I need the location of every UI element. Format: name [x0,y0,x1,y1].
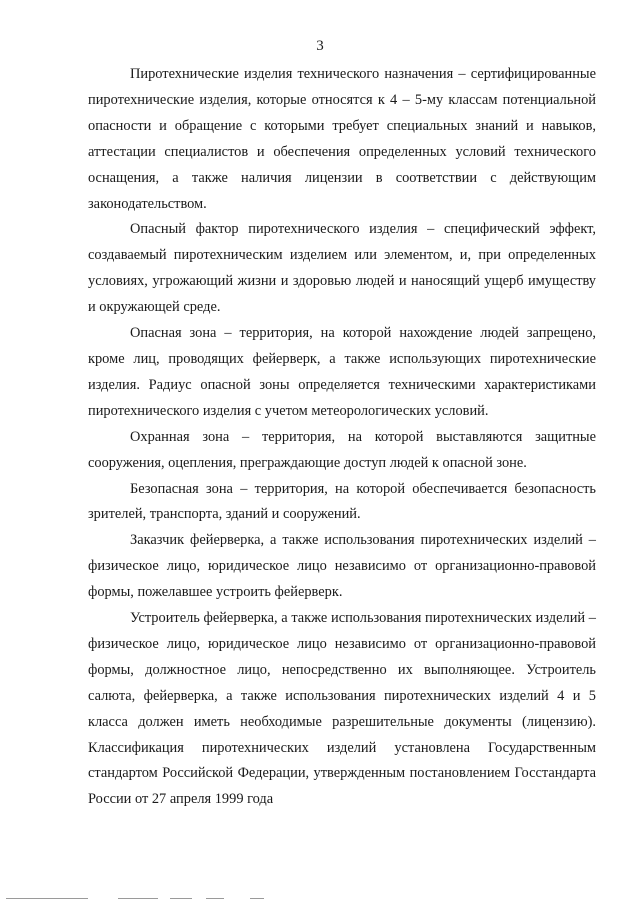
paragraph-protected-zone-definition: Охранная зона – территория, на которой выставляются защитные сооружения, оцепления, преграждающие доступ людей к опасной зоне. [88,428,596,471]
paragraph-organizer-definition: Устроитель фейерверка, а также использования пиротехнических изделий – физическое лицо, юридическое лицо независимо от организационно-правовой формы, должностное лицо, непосредственно их выполняющее. Устроитель салюта, фейерверка, а также использования пиротехнических изделий 4 и 5 класса должен иметь необходимые разрешительные документы (лицензию). Классификация пиротехнических изделий установлена Государственным стандартом Российской Федерации, утвержденным постановлением Госстандарта России от 27 апреля 1999 года [88,610,596,808]
paragraph-safe-zone-definition: Безопасная зона – территория, на которой обеспечивается безопасность зрителей, транспорта, зданий и сооружений. [88,480,596,523]
paragraph-customer-definition: Заказчик фейерверка, а также использования пиротехнических изделий – физическое лицо, юридическое лицо независимо от организационно-правовой формы, пожелавшее устроить фейерверк. [88,532,596,601]
paragraph-pyrotechnic-products-definition: Пиротехнические изделия технического назначения – сертифицированные пиротехнические изделия, которые относятся к 4 – 5-му классам потенциальной опасности и обращение с которыми требует специальных знаний и навыков, аттестации специалистов и обеспечения определенных условий технического оснащения, а также наличия лицензии в соответствии с действующим законодательством. [88,66,596,212]
scan-edge-artifact [0,893,640,905]
document-body [88,62,596,813]
paragraph-hazard-factor-definition: Опасный фактор пиротехнического изделия – специфический эффект, создаваемый пиротехническим изделием или элементом, и, при определенных условиях, угрожающий жизни и здоровью людей и наносящий ущерб имуществу и окружающей среде. [88,221,596,316]
paragraph-danger-zone-definition: Опасная зона – территория, на которой нахождение людей запрещено, кроме лиц, проводящих фейерверк, а также использующих пиротехнические изделия. Радиус опасной зоны определяется техническими характеристиками пиротехнического изделия с учетом метеорологических условий. [88,325,596,419]
page-number: 3 [316,38,324,54]
